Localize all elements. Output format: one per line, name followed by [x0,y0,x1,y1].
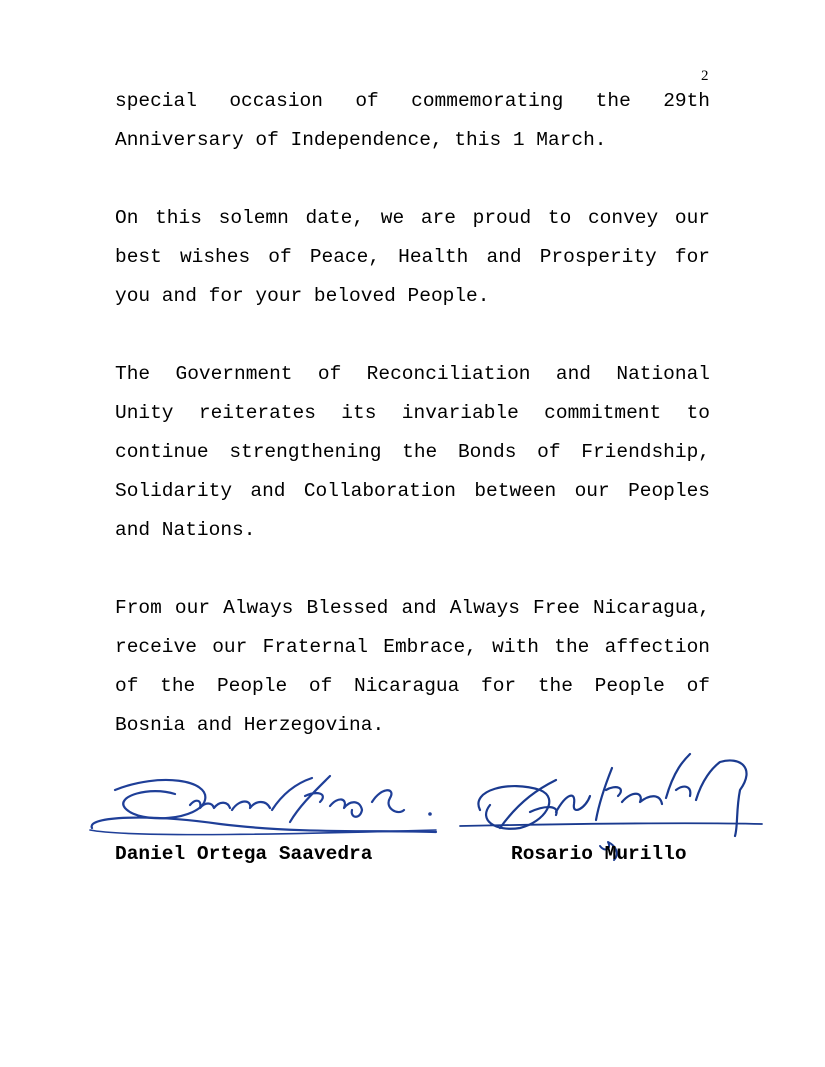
paragraph-wishes: On this solemn date, we are proud to convey our best wishes of Peace, Health and Prosperity for you and for your beloved People. [115,207,710,307]
signature-block [0,750,825,890]
paragraph-embrace: From our Always Blessed and Always Free Nicaragua, receive our Fraternal Embrace, with the affection of the People of Nicaragua for the People of Bosnia and Herzegovina. [115,597,710,736]
signer-name-daniel-ortega: Daniel Ortega Saavedra [115,843,373,865]
signer-name-rosario-murillo: Rosario Murillo [511,843,687,865]
paragraph-commitment: The Government of Reconciliation and National Unity reiterates its invariable commitment to continue strengthening the Bonds of Friendship, Solidarity and Collaboration between our Peoples and Nations. [115,363,710,541]
letter-body [115,82,710,745]
paragraph-occasion: special occasion of commemorating the 29th Anniversary of Independence, this 1 March. [115,90,710,151]
signatures-drawing [0,750,825,890]
page-number: 2 [701,68,709,84]
signature-daniel-ortega [90,776,436,835]
